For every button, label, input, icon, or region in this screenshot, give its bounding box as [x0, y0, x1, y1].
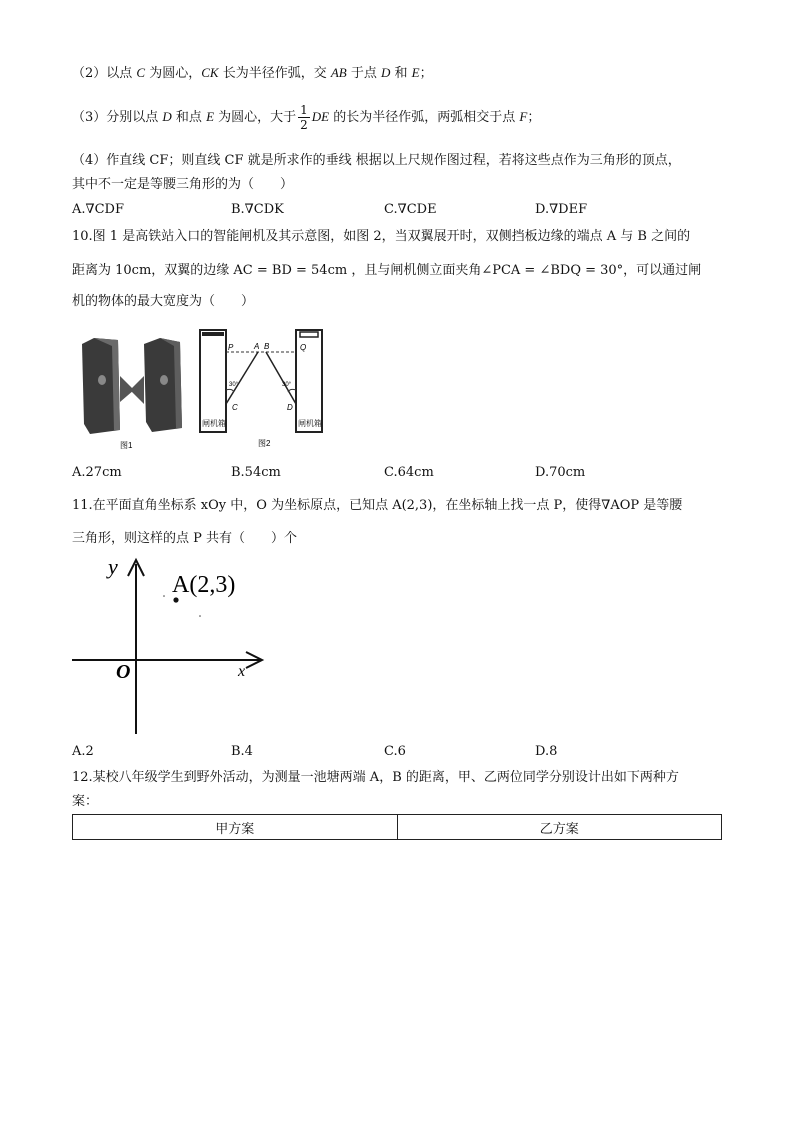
coordinate-graph [70, 552, 266, 738]
q11-option-a: A.2 [72, 744, 94, 759]
q10-option-a: A.27cm [72, 465, 122, 480]
q10-line3: 机的物体的最大宽度为（ ） [72, 294, 255, 309]
x-axis-label: x [238, 663, 246, 680]
point-a-label: A(2,3) [172, 572, 236, 598]
q11-line2: 三角形，则这样的点 P 共有（ ）个 [72, 531, 298, 546]
q11-option-b: B.4 [231, 744, 253, 759]
label-b: B [264, 342, 270, 351]
q10-option-c: C.64cm [384, 465, 434, 480]
q12-line1: 12.某校八年级学生到野外活动，为测量一池塘两端 A，B 的距离，甲、乙两位同学分别设计出如下两种方 [72, 770, 679, 785]
q9-step2: （2）以点 C 为圆心，CK 长为半径作弧，交 AB 于点 D 和 E； [72, 65, 433, 81]
figure-1-label: 图1 [120, 441, 133, 450]
q9-option-d: D.∇DEF [535, 202, 588, 217]
box-label-left: 闸机箱 [202, 419, 226, 428]
q10-option-d: D.70cm [535, 465, 586, 480]
q11-line1: 11.在平面直角坐标系 xOy 中，O 为坐标原点，已知点 A(2,3)，在坐标轴上找一点 P，使得∇AOP 是等腰 [72, 498, 683, 513]
q11-option-c: C.6 [384, 744, 406, 759]
q9-option-a: A.∇CDF [72, 202, 124, 217]
origin-label: O [116, 661, 131, 683]
q10-option-b: B.54cm [231, 465, 281, 480]
fraction-half: $\frac{1}{2}$ [300, 103, 308, 132]
box-label-right: 闸机箱 [298, 419, 322, 428]
figure-2-gate-diagram [196, 326, 332, 452]
label-a: A [254, 342, 260, 351]
table-row [73, 815, 722, 840]
table-header-plan-b: 乙方案 [397, 815, 722, 840]
label-c: C [232, 403, 238, 412]
q10-line1: 10.图 1 是高铁站入口的智能闸机及其示意图，如图 2，当双翼展开时，双侧挡板边缘的端点 A 与 B 之间的 [72, 229, 691, 244]
label-q: Q [300, 343, 307, 352]
label-d: D [287, 403, 293, 412]
q9-option-b: B.∇CDK [231, 202, 284, 217]
q10-line2: 距离为 10cm，双翼的边缘 AC = BD = 54cm ，且与闸机侧立面夹角∠PCA = ∠BDQ = 30°，可以通过闸 [72, 263, 702, 278]
q9-option-c: C.∇CDE [384, 202, 437, 217]
figure-2-label: 图2 [258, 439, 271, 448]
q9-step4-line2: 其中不一定是等腰三角形的为（ ） [72, 177, 294, 192]
q9-step3: （3）分别以点 D 和点 E 为圆心，大于 $\frac{1}{2}$ DE 的长为半径作弧，两弧相交于点 F； [72, 103, 541, 132]
y-axis-label: y [108, 554, 118, 579]
label-p: P [228, 343, 234, 352]
point-a [173, 597, 178, 602]
plan-table [72, 814, 722, 840]
q11-option-d: D.8 [535, 744, 558, 759]
q9-step4-line1: （4）作直线 CF；则直线 CF 就是所求作的垂线 根据以上尺规作图过程，若将这些点作为三角形的顶点， [72, 153, 681, 168]
table-header-plan-a: 甲方案 [73, 815, 398, 840]
label-angle-right: 30° [282, 382, 292, 388]
q12-line2: 案： [72, 794, 99, 809]
label-angle-left: 30° [229, 382, 239, 388]
figure-1-gate-photo [76, 330, 192, 452]
